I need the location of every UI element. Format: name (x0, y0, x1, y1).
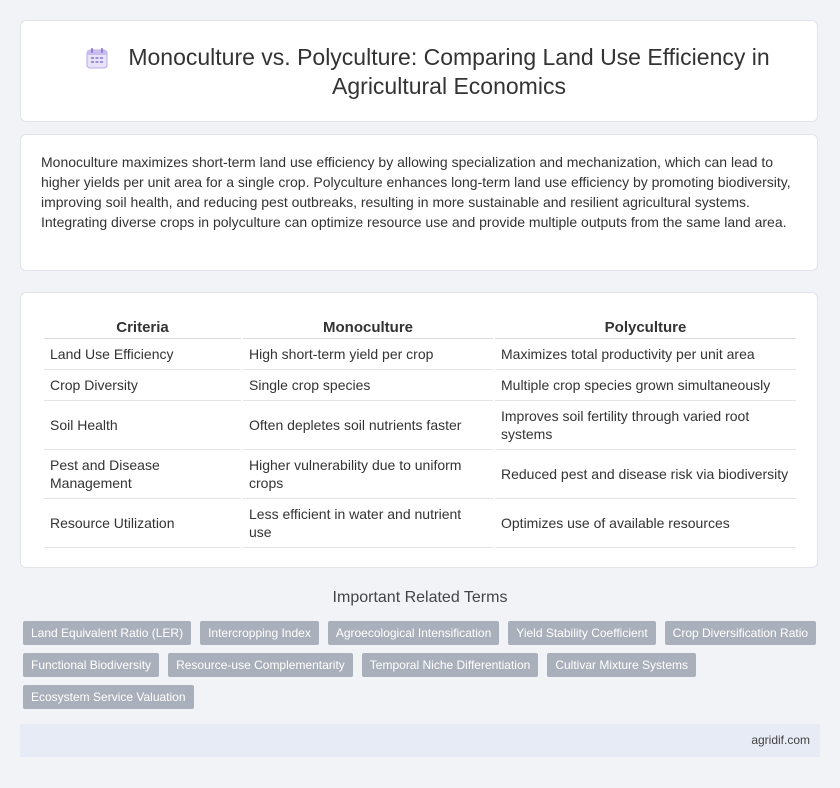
comparison-table-card (20, 292, 818, 568)
table-row (44, 401, 796, 450)
term-tag[interactable]: Temporal Niche Differentiation (362, 653, 539, 677)
table-cell: Soil Health (44, 401, 241, 450)
column-header-criteria: Criteria (44, 315, 241, 339)
term-tag[interactable]: Functional Biodiversity (23, 653, 159, 677)
table-cell: Pest and Disease Management (44, 450, 241, 499)
page-title: Monoculture vs. Polyculture: Comparing Land Use Efficiency in Agricultural Economics (128, 44, 770, 99)
footer (20, 724, 820, 757)
term-tag[interactable]: Resource-use Complementarity (168, 653, 353, 677)
table-row (44, 450, 796, 499)
table-cell: Higher vulnerability due to uniform crops (243, 450, 493, 499)
term-tag[interactable]: Ecosystem Service Valuation (23, 685, 194, 709)
column-header-polyculture: Polyculture (495, 315, 796, 339)
table-cell: Single crop species (243, 370, 493, 401)
term-tag[interactable]: Agroecological Intensification (328, 621, 499, 645)
table-cell: Improves soil fertility through varied root systems (495, 401, 796, 450)
term-tag[interactable]: Crop Diversification Ratio (665, 621, 816, 645)
table-cell: Optimizes use of available resources (495, 499, 796, 548)
header-card (20, 20, 818, 122)
table-cell: Land Use Efficiency (44, 339, 241, 370)
table-cell: Crop Diversity (44, 370, 241, 401)
column-header-monoculture: Monoculture (243, 315, 493, 339)
related-terms-list (23, 621, 823, 709)
comparison-table (42, 315, 798, 548)
summary-card (20, 134, 818, 271)
footer-site-link[interactable]: agridif.com (751, 733, 810, 747)
term-tag[interactable]: Yield Stability Coefficient (508, 621, 655, 645)
table-header-row (44, 315, 796, 339)
term-tag[interactable]: Intercropping Index (200, 621, 319, 645)
table-row (44, 370, 796, 401)
related-terms-title: Important Related Terms (332, 589, 508, 606)
summary-text: Monoculture maximizes short-term land use efficiency by allowing specialization and mechanization, which can lead to higher yields per unit area for a single crop. Polyculture enhances long-term land use efficiency by promoting biodiversity, improving soil health, and reducing pest outbreaks, resulting in more sustainable and resilient agricultural systems. Integrating diverse crops in polyculture can optimize resource use and provide multiple outputs from the same land area. (41, 154, 791, 230)
table-cell: Less efficient in water and nutrient use (243, 499, 493, 548)
table-cell: Multiple crop species grown simultaneously (495, 370, 796, 401)
table-cell: Resource Utilization (44, 499, 241, 548)
term-tag[interactable]: Land Equivalent Ratio (LER) (23, 621, 191, 645)
table-cell: Often depletes soil nutrients faster (243, 401, 493, 450)
table-cell: High short-term yield per crop (243, 339, 493, 370)
table-cell: Reduced pest and disease risk via biodiversity (495, 450, 796, 499)
table-cell: Maximizes total productivity per unit area (495, 339, 796, 370)
table-row (44, 339, 796, 370)
term-tag[interactable]: Cultivar Mixture Systems (547, 653, 696, 677)
table-row (44, 499, 796, 548)
